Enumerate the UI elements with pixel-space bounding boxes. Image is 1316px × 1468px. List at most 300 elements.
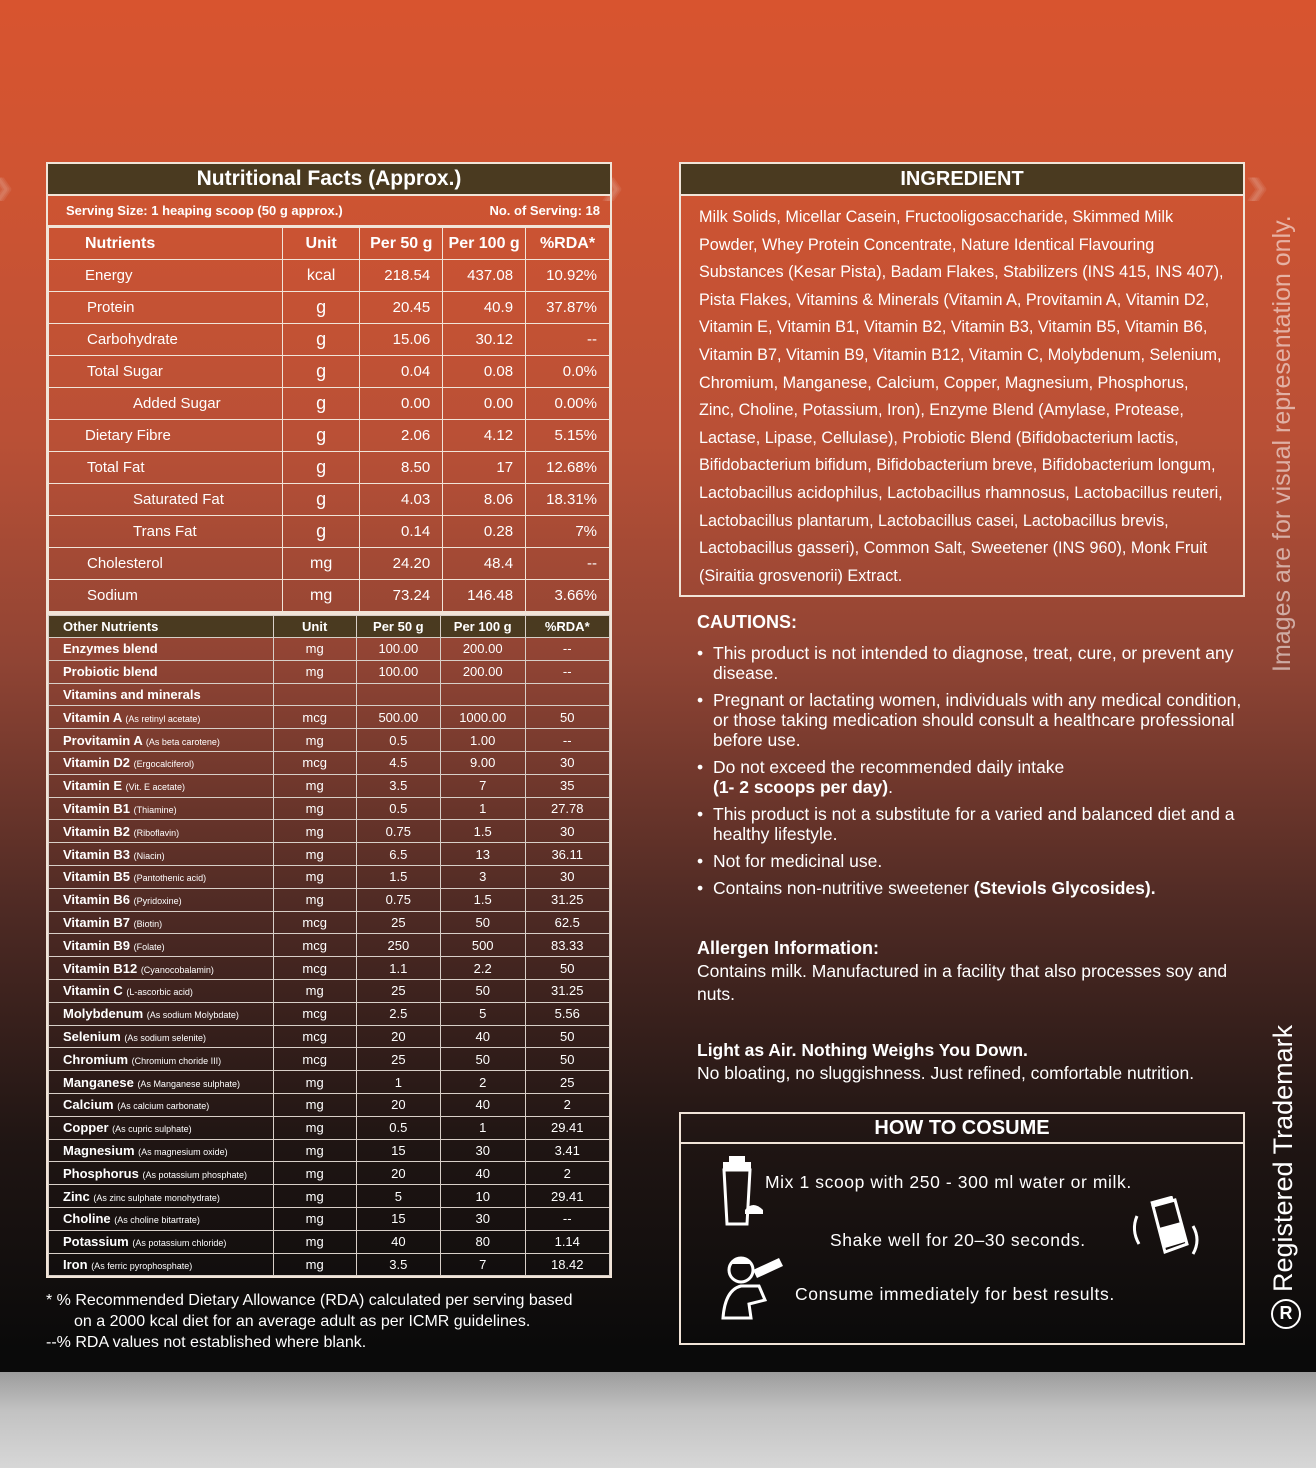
other-nutrient-rda: 50 — [525, 1048, 610, 1071]
nutrient-p100: 48.4 — [443, 548, 526, 580]
other-nutrient-p100: 13 — [440, 843, 525, 866]
sweetener-bold: (Steviols Glycosides). — [973, 878, 1156, 898]
other-nutrient-p100: 1.5 — [440, 888, 525, 911]
footnote-line-3: --% RDA values not established where blank. — [46, 1334, 367, 1351]
nutrient-name: Vitamin A — [63, 709, 122, 725]
other-nutrient-p50: 0.5 — [356, 729, 440, 752]
other-nutrient-unit: mg — [273, 979, 356, 1002]
other-nutrients-grid — [48, 615, 610, 1276]
other-header-row — [49, 616, 610, 638]
cautions-section — [697, 612, 1257, 905]
other-nutrient-unit: mg — [273, 1230, 356, 1253]
nutrient-rda: -- — [526, 324, 610, 356]
nutrient-name: Vitamin B7 — [63, 914, 130, 930]
nutrient-row — [49, 388, 610, 420]
nutrient-name: Protein — [49, 292, 283, 324]
other-nutrient-name — [49, 843, 274, 866]
nutrient-p50: 0.00 — [360, 388, 443, 420]
other-nutrient-unit: mg — [273, 1207, 356, 1230]
nutrient-source: (Niacin) — [133, 850, 165, 861]
nutrient-row — [49, 324, 610, 356]
other-nutrient-p50: 5 — [356, 1185, 440, 1208]
nutrient-name: Energy — [49, 260, 283, 292]
nutrient-unit: g — [282, 388, 359, 420]
nutrient-source: (Biotin) — [133, 918, 163, 929]
other-nutrient-name — [49, 911, 274, 934]
nutrient-p50: 20.45 — [360, 292, 443, 324]
nutrient-source: (As sodium Molybdate) — [146, 1010, 239, 1021]
other-nutrient-p50: 0.5 — [356, 797, 440, 820]
nutrient-source: (Pyridoxine) — [133, 896, 182, 907]
other-nutrient-p50: 15 — [356, 1139, 440, 1162]
nutrient-source: (As calcium carbonate) — [117, 1101, 210, 1112]
other-nutrient-p100: 50 — [440, 911, 525, 934]
other-nutrient-name — [49, 1048, 274, 1071]
column-header: Per 50 g — [360, 228, 443, 260]
nutrient-name: Chromium — [63, 1051, 128, 1067]
cautions-title: CAUTIONS: — [697, 612, 797, 632]
other-nutrient-rda: -- — [525, 1207, 610, 1230]
trademark-text: Registered Trademark — [1268, 1024, 1298, 1292]
other-nutrient-row — [49, 1139, 610, 1162]
nutrient-row — [49, 260, 610, 292]
nutrient-rda: 0.0% — [526, 356, 610, 388]
other-nutrient-p50: 40 — [356, 1230, 440, 1253]
column-header: %RDA* — [525, 616, 610, 638]
other-nutrient-name — [49, 1002, 274, 1025]
other-nutrient-rda: 50 — [525, 1025, 610, 1048]
nutrient-name: Zinc — [63, 1188, 90, 1204]
nutrient-rda: 10.92% — [526, 260, 610, 292]
nutrient-name: Vitamin B9 — [63, 937, 130, 953]
other-nutrient-unit: mg — [273, 843, 356, 866]
nutrient-source: (Chromium choride III) — [131, 1055, 222, 1066]
other-nutrient-rda: 29.41 — [525, 1185, 610, 1208]
other-nutrient-row — [49, 1002, 610, 1025]
nutrient-source: (As potassium phosphate) — [142, 1169, 248, 1180]
other-nutrient-rda: 25 — [525, 1071, 610, 1094]
other-nutrient-p100: 9.00 — [440, 751, 525, 774]
nutrient-name: Vitamin B6 — [63, 892, 130, 908]
other-nutrient-name — [49, 957, 274, 980]
bottom-band — [0, 1372, 1316, 1468]
other-nutrients-table — [46, 613, 612, 1278]
other-nutrient-p50: 25 — [356, 1048, 440, 1071]
other-nutrient-p100: 1 — [440, 797, 525, 820]
other-nutrient-p50: 15 — [356, 1207, 440, 1230]
other-nutrient-unit: mg — [273, 797, 356, 820]
nutrient-p50: 218.54 — [360, 260, 443, 292]
shaker-scoop-icon — [719, 1154, 765, 1230]
other-nutrient-unit: mcg — [273, 1025, 356, 1048]
other-nutrient-name — [49, 1253, 274, 1276]
other-nutrient-p100: 80 — [440, 1230, 525, 1253]
visual-disclaimer: Images are for visual representation only. — [1268, 215, 1296, 672]
other-nutrient-row — [49, 751, 610, 774]
other-nutrient-name — [49, 1162, 274, 1185]
other-nutrient-rda: 31.25 — [525, 979, 610, 1002]
other-nutrient-row — [49, 729, 610, 752]
other-nutrient-name — [49, 1116, 274, 1139]
nutrient-row — [49, 452, 610, 484]
other-nutrient-p50: 0.75 — [356, 888, 440, 911]
nutrient-source: (Cyanocobalamin) — [140, 964, 214, 975]
nutrient-rda: 7% — [526, 516, 610, 548]
nutrient-unit: g — [282, 324, 359, 356]
nutrient-p50: 73.24 — [360, 580, 443, 612]
nutrient-rda: -- — [526, 548, 610, 580]
other-nutrient-unit: mg — [273, 1093, 356, 1116]
caution-item: • Contains non-nutritive sweetener (Steviols Glycosides). — [697, 878, 1257, 898]
ingredient-box — [679, 162, 1245, 597]
nutrient-source: (As magnesium oxide) — [138, 1146, 228, 1157]
nutrient-rda: 18.31% — [526, 484, 610, 516]
nutrient-p50: 2.06 — [360, 420, 443, 452]
nutrient-name: Molybdenum — [63, 1006, 144, 1022]
other-nutrient-name — [49, 774, 274, 797]
nutrient-unit: kcal — [282, 260, 359, 292]
other-nutrient-p100: 30 — [440, 1207, 525, 1230]
other-nutrient-p50: 100.00 — [356, 638, 440, 661]
other-nutrient-name — [49, 638, 274, 661]
allergen-text: Contains milk. Manufactured in a facility that also processes soy and nuts. — [697, 961, 1228, 1004]
other-nutrient-p100: 7 — [440, 1253, 525, 1276]
other-nutrient-unit: mg — [273, 1162, 356, 1185]
other-nutrient-p100: 10 — [440, 1185, 525, 1208]
nutrient-p100: 0.08 — [443, 356, 526, 388]
other-nutrient-name — [49, 797, 274, 820]
tagline-text: No bloating, no sluggishness. Just refined, comfortable nutrition. — [697, 1063, 1195, 1083]
nutrient-name: Enzymes blend — [63, 641, 158, 657]
other-nutrient-p100: 1000.00 — [440, 706, 525, 729]
other-nutrient-rda: 5.56 — [525, 1002, 610, 1025]
other-nutrient-p50: 250 — [356, 934, 440, 957]
other-nutrient-name — [49, 979, 274, 1002]
footnote-line-1: * % Recommended Dietary Allowance (RDA) calculated per serving based — [46, 1292, 573, 1309]
nutrient-name: Vitamin B1 — [63, 800, 130, 816]
nutrient-name: Vitamin B5 — [63, 869, 130, 885]
other-nutrient-p50 — [356, 683, 440, 706]
caution-item: • Do not exceed the recommended daily intake (1- 2 scoops per day). — [697, 757, 1257, 797]
other-nutrient-row — [49, 1116, 610, 1139]
servings-count: No. of Serving: 18 — [489, 203, 600, 218]
nutrient-source: (As choline bitartrate) — [114, 1215, 200, 1226]
nutrient-rda: 12.68% — [526, 452, 610, 484]
nutrient-unit: g — [282, 452, 359, 484]
other-nutrient-unit: mcg — [273, 934, 356, 957]
other-nutrient-p50: 20 — [356, 1162, 440, 1185]
other-nutrient-name — [49, 1139, 274, 1162]
other-nutrient-p100: 50 — [440, 1048, 525, 1071]
nutrient-p100: 8.06 — [443, 484, 526, 516]
other-nutrient-row — [49, 1162, 610, 1185]
nutrient-unit: mg — [282, 548, 359, 580]
other-nutrient-unit — [273, 683, 356, 706]
nutrient-name: Added Sugar — [49, 388, 283, 420]
tagline-section — [697, 1039, 1257, 1085]
nutrient-name: Vitamin E — [63, 778, 123, 794]
nutrient-p50: 4.03 — [360, 484, 443, 516]
other-nutrient-name — [49, 1025, 274, 1048]
other-nutrient-p50: 1.1 — [356, 957, 440, 980]
nutrient-unit: g — [282, 292, 359, 324]
other-nutrient-rda: 62.5 — [525, 911, 610, 934]
column-header: Per 100 g — [440, 616, 525, 638]
other-nutrient-row — [49, 1071, 610, 1094]
other-nutrient-p50: 0.75 — [356, 820, 440, 843]
nutrition-title: Nutritional Facts (Approx.) — [48, 164, 610, 196]
nutrient-row — [49, 548, 610, 580]
other-nutrient-rda: 30 — [525, 751, 610, 774]
other-nutrient-row — [49, 683, 610, 706]
nutrient-name: Total Sugar — [49, 356, 283, 388]
other-nutrient-row — [49, 1048, 610, 1071]
other-nutrient-rda: 50 — [525, 706, 610, 729]
other-nutrient-p50: 25 — [356, 911, 440, 934]
other-nutrient-p100: 1 — [440, 1116, 525, 1139]
column-header: Nutrients — [49, 228, 283, 260]
other-nutrient-row — [49, 1025, 610, 1048]
other-nutrient-unit: mcg — [273, 706, 356, 729]
nutrient-p100: 437.08 — [443, 260, 526, 292]
other-nutrient-p100: 7 — [440, 774, 525, 797]
other-nutrient-row — [49, 820, 610, 843]
other-nutrient-unit: mcg — [273, 1002, 356, 1025]
other-nutrient-row — [49, 706, 610, 729]
step-1: Mix 1 scoop with 250 - 300 ml water or milk. — [765, 1172, 1132, 1192]
other-nutrient-rda — [525, 683, 610, 706]
other-nutrient-p100: 2 — [440, 1071, 525, 1094]
other-nutrient-rda: -- — [525, 729, 610, 752]
other-nutrient-p100: 5 — [440, 1002, 525, 1025]
cautions-list — [697, 643, 1257, 898]
other-nutrient-rda: -- — [525, 638, 610, 661]
serving-info — [48, 196, 610, 227]
allergen-section — [697, 937, 1257, 1006]
nutrient-name: Probiotic blend — [63, 664, 158, 680]
nutrient-rda: 0.00% — [526, 388, 610, 420]
other-nutrient-name — [49, 1093, 274, 1116]
other-nutrient-name — [49, 888, 274, 911]
nutrient-name: Vitamin B2 — [63, 823, 130, 839]
shaking-bottle-icon — [1129, 1196, 1205, 1270]
nutrient-source: (As beta carotene) — [145, 736, 220, 747]
other-nutrient-unit: mcg — [273, 751, 356, 774]
allergen-title: Allergen Information: — [697, 938, 880, 958]
other-nutrient-row — [49, 774, 610, 797]
other-nutrient-unit: mcg — [273, 957, 356, 980]
nutrient-name: Trans Fat — [49, 516, 283, 548]
other-nutrient-unit: mg — [273, 888, 356, 911]
other-nutrient-row — [49, 1093, 610, 1116]
ingredient-text: Milk Solids, Micellar Casein, Fructooligosaccharide, Skimmed Milk Powder, Whey Protein Concentrate, Nature Identical Flavouring Substances (Kesar Pista), Badam Flakes, Stabilizers (INS 415, INS 407), Pista Flakes, Vitamins & Minerals (Vitamin A, Provitamin A, Vitamin D2, Vitamin E, Vitamin B1, Vitamin B2, Vitamin B3, Vitamin B5, Vitamin B6, Vitamin B7, Vitamin B9, Vitamin B12, Vitamin C, Molybdenum, Selenium, Chromium, Manganese, Calcium, Copper, Magnesium, Phosphorus, Zinc, Choline, Potassium, Iron), Enzyme Blend (Amylase, Protease, Lactase, Lipase, Cellulase), Probiotic Blend (Bifidobacterium lactis, Bifidobacterium bifidum, Bifidobacterium breve, Bifidobacterium longum, Lactobacillus acidophilus, Lactobacillus rhamnosus, Lactobacillus reuteri, Lactobacillus plantarum, Lactobacillus casei, Lactobacillus brevis, Lactobacillus gasseri), Common Salt, Sweetener (INS 960), Monk Fruit (Siraitia grosvenorii) Extract. — [699, 208, 1224, 585]
step-2: Shake well for 20–30 seconds. — [830, 1230, 1086, 1250]
caution-item: • This product is not a substitute for a varied and balanced diet and a healthy lifestyle. — [697, 804, 1257, 844]
how-title: HOW TO COSUME — [681, 1114, 1243, 1144]
other-nutrient-p50: 2.5 — [356, 1002, 440, 1025]
nutrient-name: Vitamin B12 — [63, 960, 138, 976]
other-nutrient-name — [49, 820, 274, 843]
other-nutrient-p50: 6.5 — [356, 843, 440, 866]
other-nutrient-row — [49, 1207, 610, 1230]
serving-size: Serving Size: 1 heaping scoop (50 g approx.) — [66, 203, 343, 218]
nutrient-unit: g — [282, 356, 359, 388]
nutrient-name: Provitamin A — [63, 732, 143, 748]
nutrient-source: (As potassium chloride) — [132, 1238, 227, 1249]
column-header: Per 50 g — [356, 616, 440, 638]
other-nutrient-p50: 25 — [356, 979, 440, 1002]
nutrition-facts-table — [46, 162, 612, 614]
footnote-line-2: on a 2000 kcal diet for an average adult as per ICMR guidelines. — [74, 1313, 531, 1330]
nutrient-p50: 0.14 — [360, 516, 443, 548]
step-3: Consume immediately for best results. — [795, 1284, 1115, 1304]
nutrient-name: Choline — [63, 1211, 111, 1227]
other-nutrient-row — [49, 1253, 610, 1276]
other-nutrient-row — [49, 934, 610, 957]
other-nutrient-row — [49, 957, 610, 980]
nutrient-row — [49, 356, 610, 388]
other-nutrient-rda: 2 — [525, 1162, 610, 1185]
nutrient-name: Dietary Fibre — [49, 420, 283, 452]
nutrients-header-row — [49, 228, 610, 260]
other-nutrient-name — [49, 1185, 274, 1208]
nutrient-name: Sodium — [49, 580, 283, 612]
other-nutrient-unit: mg — [273, 1185, 356, 1208]
other-nutrient-p50: 3.5 — [356, 1253, 440, 1276]
nutrient-source: (As cupric sulphate) — [112, 1124, 192, 1135]
nutrient-row — [49, 484, 610, 516]
nutrient-p50: 15.06 — [360, 324, 443, 356]
tagline-title: Light as Air. Nothing Weighs You Down. — [697, 1040, 1028, 1060]
other-nutrient-row — [49, 865, 610, 888]
other-nutrient-row — [49, 797, 610, 820]
nutrient-rda: 37.87% — [526, 292, 610, 324]
nutrient-name: Total Fat — [49, 452, 283, 484]
other-nutrient-unit: mcg — [273, 911, 356, 934]
nutrient-row — [49, 580, 610, 612]
nutrient-unit: mg — [282, 580, 359, 612]
nutrient-name: Cholesterol — [49, 548, 283, 580]
other-nutrient-p100: 500 — [440, 934, 525, 957]
other-nutrient-row — [49, 638, 610, 661]
other-nutrient-name — [49, 751, 274, 774]
background-chevrons-right: ››› — [1245, 151, 1251, 218]
nutrient-name: Vitamin B3 — [63, 846, 130, 862]
other-nutrient-p100: 2.2 — [440, 957, 525, 980]
other-nutrient-unit: mg — [273, 729, 356, 752]
nutrient-source: (Folate) — [133, 941, 165, 952]
nutrients-grid — [48, 227, 610, 612]
nutrient-unit: g — [282, 516, 359, 548]
nutrient-source: (As Manganese sulphate) — [137, 1078, 240, 1089]
column-header: Other Nutrients — [49, 616, 274, 638]
other-nutrient-p50: 100.00 — [356, 660, 440, 683]
other-nutrient-name — [49, 865, 274, 888]
ingredient-title: INGREDIENT — [681, 164, 1243, 196]
caution-item: • This product is not intended to diagnose, treat, cure, or prevent any disease. — [697, 643, 1257, 683]
other-nutrient-p50: 1.5 — [356, 865, 440, 888]
other-nutrient-rda: 31.25 — [525, 888, 610, 911]
nutrient-name: Selenium — [63, 1028, 121, 1044]
nutrient-p100: 146.48 — [443, 580, 526, 612]
other-nutrient-p50: 20 — [356, 1093, 440, 1116]
other-nutrient-p50: 3.5 — [356, 774, 440, 797]
nutrient-p100: 0.28 — [443, 516, 526, 548]
nutrient-source: (Riboflavin) — [133, 827, 180, 838]
other-nutrient-name — [49, 729, 274, 752]
other-nutrient-name — [49, 706, 274, 729]
rda-footnote — [46, 1290, 626, 1353]
nutrient-name: Calcium — [63, 1097, 114, 1113]
other-nutrient-unit: mg — [273, 660, 356, 683]
column-header: Unit — [282, 228, 359, 260]
other-nutrient-p50: 0.5 — [356, 1116, 440, 1139]
other-nutrient-row — [49, 660, 610, 683]
other-nutrient-unit: mg — [273, 1071, 356, 1094]
other-nutrient-rda: 30 — [525, 820, 610, 843]
nutrient-p100: 4.12 — [443, 420, 526, 452]
nutrient-unit: g — [282, 484, 359, 516]
nutrient-name: Iron — [63, 1256, 88, 1272]
nutrient-name: Potassium — [63, 1234, 129, 1250]
other-nutrient-p50: 4.5 — [356, 751, 440, 774]
how-to-consume-box — [679, 1112, 1245, 1345]
other-nutrient-unit: mg — [273, 1139, 356, 1162]
nutrient-unit: g — [282, 420, 359, 452]
nutrient-name: Magnesium — [63, 1142, 135, 1158]
other-nutrient-name — [49, 934, 274, 957]
nutrient-p50: 0.04 — [360, 356, 443, 388]
nutrient-source: (L-ascorbic acid) — [126, 987, 193, 998]
drinking-person-icon — [719, 1254, 787, 1320]
nutrient-source: (As ferric pyrophosphate) — [91, 1260, 193, 1271]
nutrient-name: Vitamins and minerals — [63, 686, 201, 702]
nutrient-rda: 3.66% — [526, 580, 610, 612]
other-nutrient-row — [49, 888, 610, 911]
other-nutrient-rda: 35 — [525, 774, 610, 797]
other-nutrient-rda: 50 — [525, 957, 610, 980]
other-nutrient-name — [49, 660, 274, 683]
column-header: Unit — [273, 616, 356, 638]
nutrient-p100: 0.00 — [443, 388, 526, 420]
other-nutrient-rda: 3.41 — [525, 1139, 610, 1162]
nutrient-p100: 40.9 — [443, 292, 526, 324]
other-nutrient-unit: mcg — [273, 1048, 356, 1071]
other-nutrient-p100: 200.00 — [440, 638, 525, 661]
other-nutrient-rda: -- — [525, 660, 610, 683]
other-nutrient-rda: 30 — [525, 865, 610, 888]
other-nutrient-rda: 27.78 — [525, 797, 610, 820]
other-nutrient-unit: mg — [273, 865, 356, 888]
nutrient-source: (Pantothenic acid) — [133, 873, 207, 884]
nutrient-name: Phosphorus — [63, 1165, 139, 1181]
intake-bold: (1- 2 scoops per day) — [713, 777, 889, 797]
nutrient-name: Vitamin C — [63, 983, 123, 999]
other-nutrient-p100: 40 — [440, 1093, 525, 1116]
other-nutrient-rda: 36.11 — [525, 843, 610, 866]
nutrient-p100: 17 — [443, 452, 526, 484]
other-nutrient-unit: mg — [273, 638, 356, 661]
nutrient-row — [49, 420, 610, 452]
nutrient-source: (Thiamine) — [133, 804, 177, 815]
other-nutrient-unit: mg — [273, 1116, 356, 1139]
other-nutrient-p100: 1.5 — [440, 820, 525, 843]
other-nutrient-row — [49, 843, 610, 866]
nutrient-source: (As zinc sulphate monohydrate) — [93, 1192, 220, 1203]
nutrient-source: (As sodium selenite) — [124, 1032, 206, 1043]
other-nutrient-name — [49, 1207, 274, 1230]
other-nutrient-p100: 40 — [440, 1162, 525, 1185]
